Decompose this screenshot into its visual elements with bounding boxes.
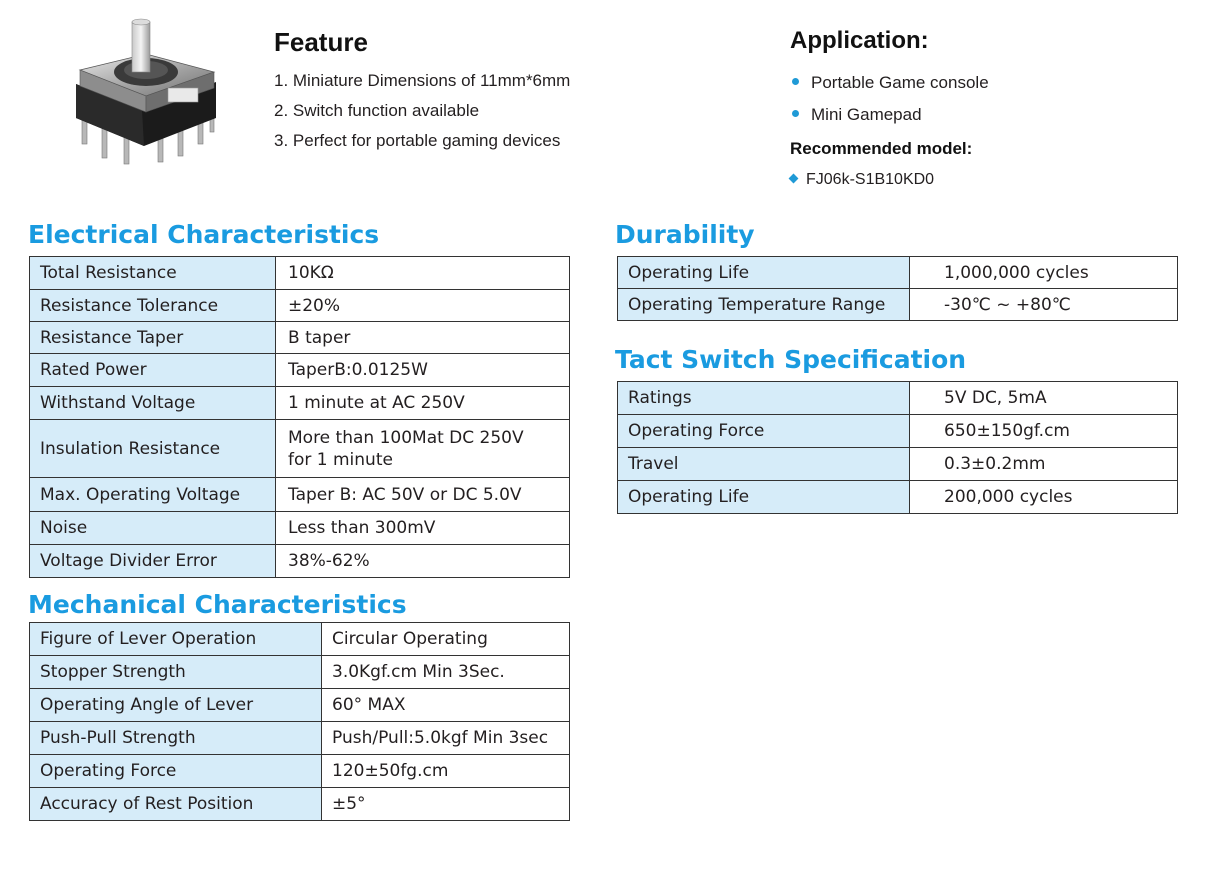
feature-list: [274, 66, 570, 156]
recommended-model: FJ06k-S1B10KD0: [790, 171, 934, 189]
tact-switch-table: [617, 381, 1178, 514]
spec-key: Rated Power: [30, 354, 276, 387]
durability-section-title: Durability: [615, 220, 755, 249]
joystick-product-image: [72, 18, 220, 170]
table-row: [30, 257, 570, 290]
application-item: Mini Gamepad: [792, 99, 989, 131]
spec-value: 1,000,000 cycles: [910, 257, 1178, 289]
spec-value: 60° MAX: [322, 689, 570, 722]
table-row: [30, 656, 570, 689]
spec-key: Push-Pull Strength: [30, 722, 322, 755]
spec-value: 200,000 cycles: [910, 481, 1178, 514]
spec-key: Voltage Divider Error: [30, 545, 276, 578]
table-row: [618, 289, 1178, 321]
table-row: [30, 689, 570, 722]
spec-value: Taper B: AC 50V or DC 5.0V: [276, 478, 570, 512]
feature-item: 1. Miniature Dimensions of 11mm*6mm: [274, 71, 571, 90]
table-row: [30, 322, 570, 354]
feature-item: 2. Switch function available: [274, 101, 480, 120]
table-row: [30, 788, 570, 821]
table-row: [618, 382, 1178, 415]
spec-value: More than 100Mat DC 250V for 1 minute: [276, 420, 570, 478]
mechanical-section-title: Mechanical Characteristics: [28, 590, 407, 619]
spec-key: Operating Force: [618, 415, 910, 448]
recommended-model-title: Recommended model:: [790, 139, 973, 158]
spec-key: Total Resistance: [30, 257, 276, 290]
spec-key: Operating Force: [30, 755, 322, 788]
spec-key: Insulation Resistance: [30, 420, 276, 478]
spec-key: Noise: [30, 512, 276, 545]
spec-value: 5V DC, 5mA: [910, 382, 1178, 415]
table-row: [30, 755, 570, 788]
table-row: [618, 415, 1178, 448]
table-row: [30, 545, 570, 578]
diamond-bullet-icon: [789, 174, 799, 184]
spec-key: Operating Life: [618, 481, 910, 514]
table-row: [618, 481, 1178, 514]
tact-switch-section-title: Tact Switch Specification: [615, 345, 967, 374]
spec-key: Operating Life: [618, 257, 910, 289]
spec-value: 120±50fg.cm: [322, 755, 570, 788]
electrical-rows: [30, 257, 570, 578]
spec-key: Travel: [618, 448, 910, 481]
bullet-icon: [792, 78, 799, 85]
feature-item: 3. Perfect for portable gaming devices: [274, 131, 561, 150]
spec-key: Operating Temperature Range: [618, 289, 910, 321]
spec-value: 650±150gf.cm: [910, 415, 1178, 448]
spec-value: Push/Pull:5.0kgf Min 3sec: [322, 722, 570, 755]
application-item: Portable Game console: [792, 67, 989, 99]
spec-value: 0.3±0.2mm: [910, 448, 1178, 481]
spec-value: -30℃ ~ +80℃: [910, 289, 1178, 321]
spec-key: Max. Operating Voltage: [30, 478, 276, 512]
spec-key: Resistance Taper: [30, 322, 276, 354]
table-row: [30, 623, 570, 656]
spec-key: Operating Angle of Lever: [30, 689, 322, 722]
feature-title: Feature: [274, 27, 368, 57]
spec-key: Withstand Voltage: [30, 387, 276, 420]
spec-value: Circular Operating: [322, 623, 570, 656]
table-row: [30, 512, 570, 545]
spec-value: 38%-62%: [276, 545, 570, 578]
mechanical-table: [29, 622, 570, 821]
spec-key: Ratings: [618, 382, 910, 415]
table-row: [30, 387, 570, 420]
spec-key: Accuracy of Rest Position: [30, 788, 322, 821]
spec-key: Stopper Strength: [30, 656, 322, 689]
electrical-section-title: Electrical Characteristics: [28, 220, 380, 249]
application-list: [792, 67, 989, 131]
table-row: [618, 257, 1178, 289]
spec-value: B taper: [276, 322, 570, 354]
spec-value: Less than 300mV: [276, 512, 570, 545]
spec-value: ±20%: [276, 290, 570, 322]
table-row: [618, 448, 1178, 481]
spec-value: 3.0Kgf.cm Min 3Sec.: [322, 656, 570, 689]
table-row: [30, 420, 570, 478]
bullet-icon: [792, 110, 799, 117]
spec-value: 1 minute at AC 250V: [276, 387, 570, 420]
table-row: [30, 290, 570, 322]
table-row: [30, 354, 570, 387]
application-title: Application:: [790, 27, 929, 54]
spec-value: ±5°: [322, 788, 570, 821]
spec-key: Resistance Tolerance: [30, 290, 276, 322]
spec-key: Figure of Lever Operation: [30, 623, 322, 656]
spec-value: 10KΩ: [276, 257, 570, 290]
spec-value: TaperB:0.0125W: [276, 354, 570, 387]
table-row: [30, 478, 570, 512]
durability-table: [617, 256, 1178, 321]
electrical-table: [29, 256, 570, 578]
table-row: [30, 722, 570, 755]
